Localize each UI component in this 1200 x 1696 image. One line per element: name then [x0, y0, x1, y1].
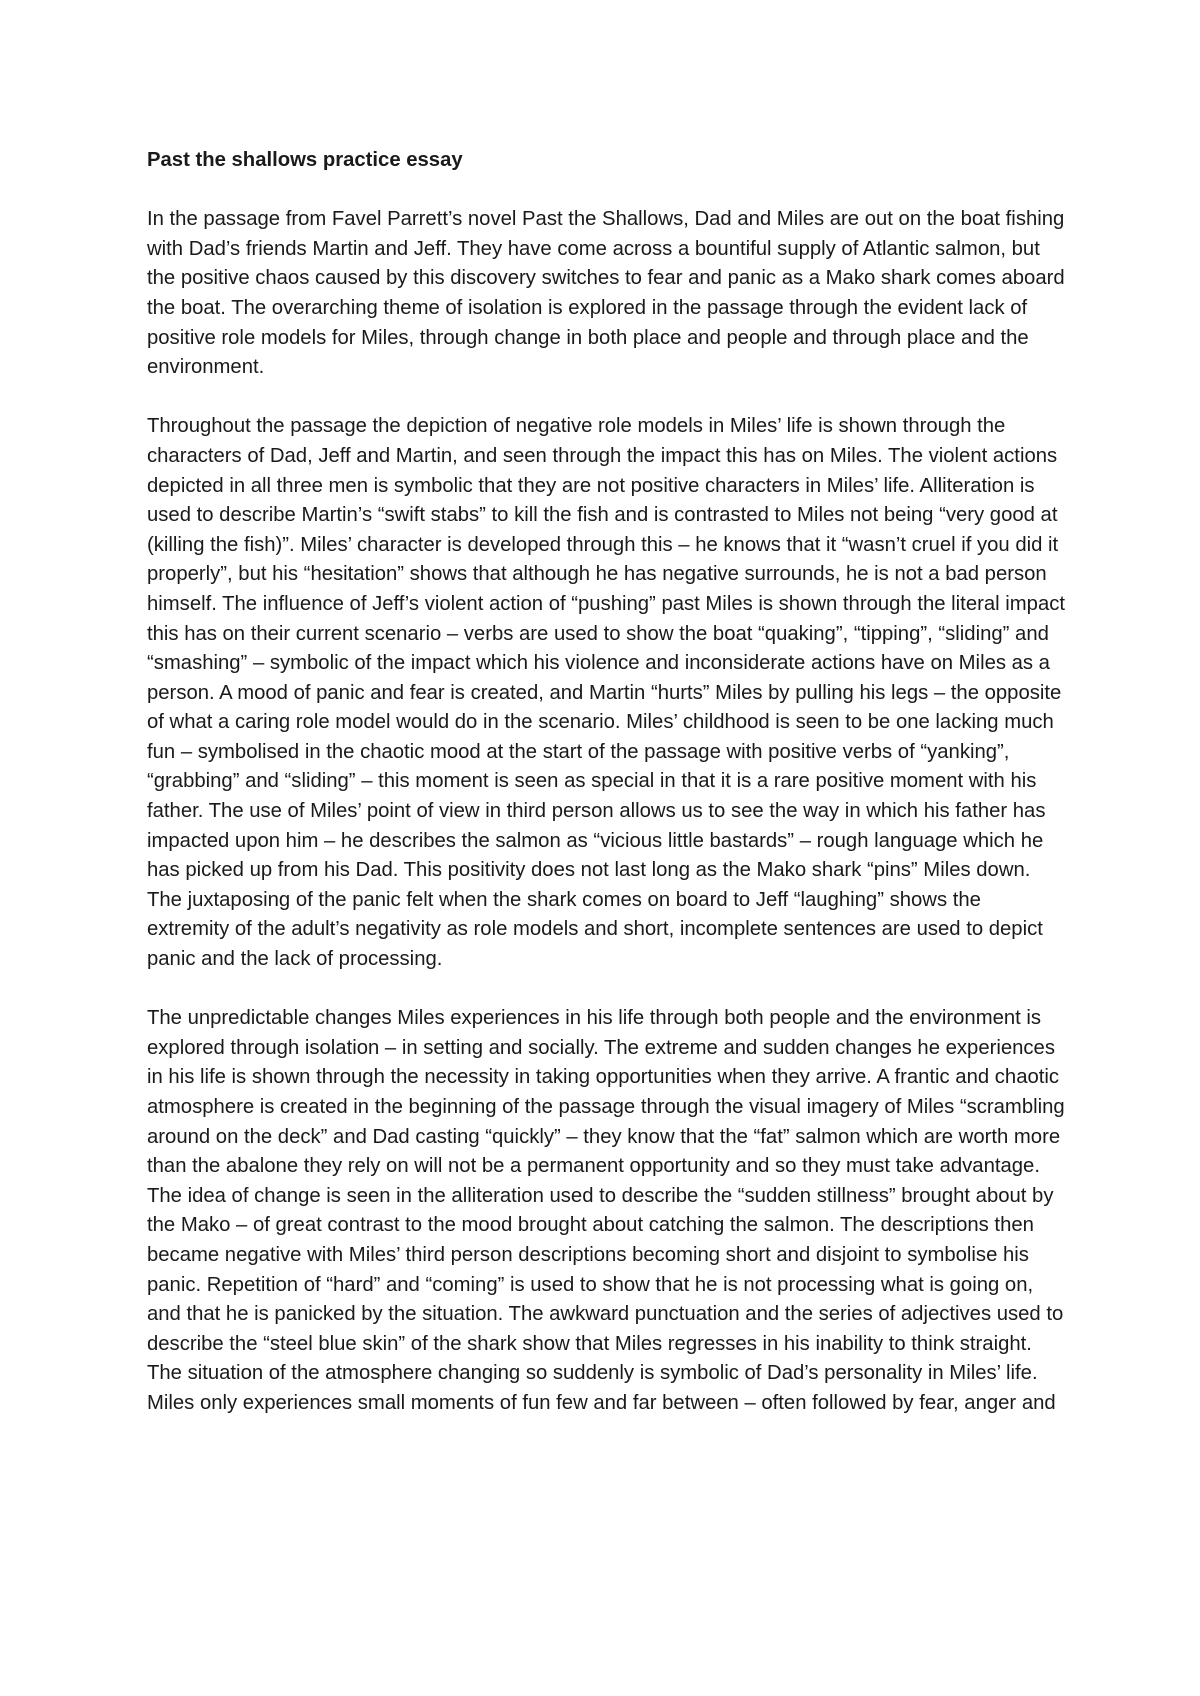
essay-paragraph-change: The unpredictable changes Miles experiences in his life through both people and the environment is explored through isolation – in setting and socially. The extreme and sudden changes he experiences in his life is shown through the necessity in taking opportunities when they arrive. A frantic and chaotic atmosphere is created in the beginning of the passage through the visual imagery of Miles “scrambling around on the deck” and Dad casting “quickly” – they know that the “fat” salmon which are worth more than the abalone they rely on will not be a permanent opportunity and so they must take advantage. The idea of change is seen in the alliteration used to describe the “sudden stillness” brought about by the Mako – of great contrast to the mood brought about catching the salmon. The descriptions then became negative with Miles’ third person descriptions becoming short and disjoint to symbolise his panic. Repetition of “hard” and “coming” is used to show that he is not processing what is going on, and that he is panicked by the situation. The awkward punctuation and the series of adjectives used to describe the “steel blue skin” of the shark show that Miles regresses in his inability to think straight. The situation of the atmosphere changing so suddenly is symbolic of Dad’s personality in Miles’ life. Miles only experiences small moments of fun few and far between – often followed by fear, anger and	[147, 1007, 1065, 1414]
essay-paragraph-intro: In the passage from Favel Parrett’s novel Past the Shallows, Dad and Miles are out on the boat fishing with Dad’s friends Martin and Jeff. They have come across a bountiful supply of Atlantic salmon, but the positive chaos caused by this discovery switches to fear and panic as a Mako shark comes aboard the boat. The overarching theme of isolation is explored in the passage through the evident lack of positive role models for Miles, through change in both place and people and through place and the environment.	[147, 208, 1065, 379]
essay-title: Past the shallows practice essay	[147, 149, 463, 171]
essay-body	[147, 146, 1067, 1419]
essay-paragraph-role-models: Throughout the passage the depiction of negative role models in Miles’ life is shown through the characters of Dad, Jeff and Martin, and seen through the impact this has on Miles. The violent actions depicted in all three men is symbolic that they are not positive characters in Miles’ life. Alliteration is used to describe Martin’s “swift stabs” to kill the fish and is contrasted to Miles not being “very good at (killing the fish)”. Miles’ character is developed through this – he knows that it “wasn’t cruel if you did it properly”, but his “hesitation” shows that although he has negative surrounds, he is not a bad person himself. The influence of Jeff’s violent action of “pushing” past Miles is shown through the literal impact this has on their current scenario – verbs are used to show the boat “quaking”, “tipping”, “sliding” and “smashing” – symbolic of the impact which his violence and inconsiderate actions have on Miles as a person. A mood of panic and fear is created, and Martin “hurts” Miles by pulling his legs – the opposite of what a caring role model would do in the scenario. Miles’ childhood is seen to be one lacking much fun – symbolised in the chaotic mood at the start of the passage with positive verbs of “yanking”, “grabbing” and “sliding” – this moment is seen as special in that it is a rare positive moment with his father. The use of Miles’ point of view in third person allows us to see the way in which his father has impacted upon him – he describes the salmon as “vicious little bastards” – rough language which he has picked up from his Dad. This positivity does not last long as the Mako shark “pins” Miles down. The juxtaposing of the panic felt when the shark comes on board to Jeff “laughing” shows the extremity of the adult’s negativity as role models and short, incomplete sentences are used to depict panic and the lack of processing.	[147, 415, 1066, 971]
